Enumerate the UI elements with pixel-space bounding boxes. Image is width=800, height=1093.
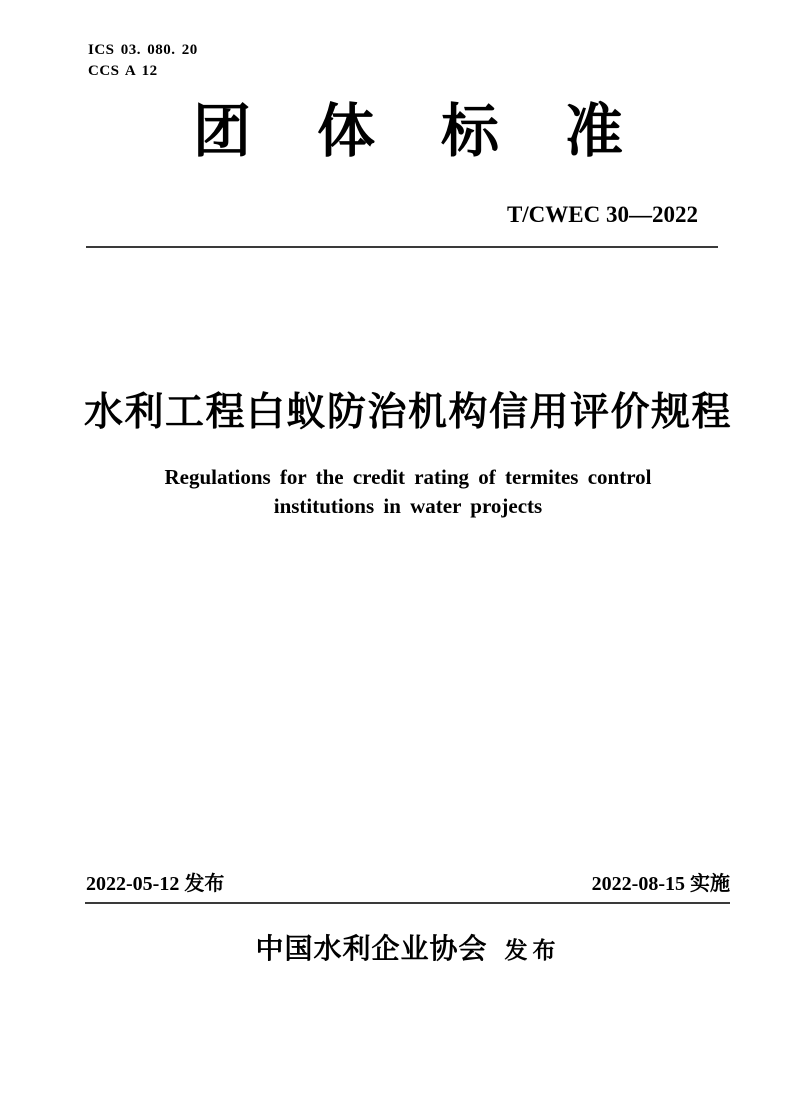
- doc-type-char: 标: [441, 99, 500, 164]
- doc-type-char: 体: [316, 99, 375, 164]
- date-row: [86, 871, 730, 897]
- english-title-line-2: institutions in water projects: [273, 494, 543, 518]
- footer-divider-line: [85, 902, 730, 904]
- publish-label: 发布: [504, 937, 561, 963]
- english-title-line-1: Regulations for the credit rating of termites control: [164, 465, 652, 489]
- implementation-date: 2022-08-15 实施: [591, 873, 730, 895]
- header-divider-line: [86, 246, 718, 248]
- doc-type-char: 准: [565, 99, 624, 164]
- issue-date: 2022-05-12 发布: [86, 873, 225, 895]
- publisher-name: 中国水利企业协会: [255, 934, 488, 965]
- ccs-code: CCS A 12: [88, 63, 158, 79]
- standard-number: T/CWEC 30—2022: [506, 202, 698, 227]
- page-title: 水利工程白蚁防治机构信用评价规程: [83, 391, 732, 434]
- publisher-row: [86, 931, 730, 969]
- page-title-english: [86, 463, 730, 521]
- ics-code: ICS 03. 080. 20: [88, 42, 198, 58]
- classification-codes: [88, 40, 198, 82]
- document-type-heading: [86, 101, 730, 163]
- doc-type-char: 团: [192, 99, 251, 164]
